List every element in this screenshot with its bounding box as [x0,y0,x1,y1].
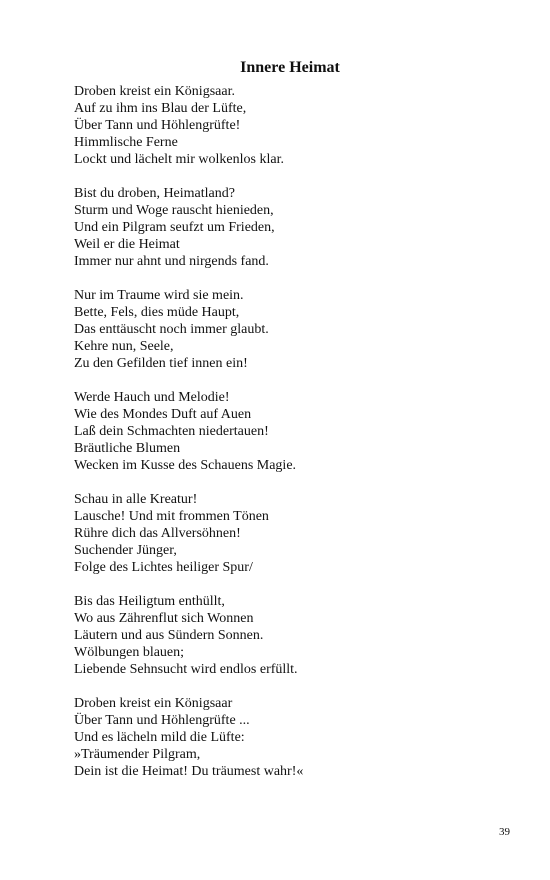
poem-line: Wecken im Kusse des Schauens Magie. [74,458,297,473]
poem-line: Werde Hauch und Melodie! [74,390,230,405]
poem-line: Rühre dich das Allversöhnen! [74,526,241,541]
stanza [74,491,514,576]
page-number: 39 [499,826,510,838]
stanza [74,83,514,168]
poem-line: Wo aus Zährenflut sich Wonnen [74,611,254,626]
poem-line: Immer nur ahnt und nirgends fand. [74,254,269,269]
poem-line: Bräutliche Blumen [74,441,181,456]
poem-title: Innere Heimat [240,59,340,76]
stanza [74,185,514,270]
poem-line: Wie des Mondes Duft auf Auen [74,407,252,422]
poem-line: Folge des Lichtes heiliger Spur/ [74,560,253,575]
poem-line: Himmlische Ferne [74,135,178,150]
poem-line: Liebende Sehnsucht wird endlos erfüllt. [74,662,298,677]
poem-line: Und es lächeln mild die Lüfte: [74,730,245,745]
poem-line: Das enttäuscht noch immer glaubt. [74,322,269,337]
stanza [74,287,514,372]
poem-line: Auf zu ihm ins Blau der Lüfte, [74,101,247,116]
poem-line: Dein ist die Heimat! Du träumest wahr!« [74,764,304,779]
poem-line: »Träumender Pilgram, [74,747,201,762]
poem-line: Sturm und Woge rauscht hienieden, [74,203,274,218]
poem-line: Suchender Jünger, [74,543,177,558]
stanza [74,695,514,780]
poem-line: Weil er die Heimat [74,237,180,252]
poem-line: Bist du droben, Heimatland? [74,186,235,201]
poem-line: Schau in alle Kreatur! [74,492,198,507]
poem-line: Bette, Fels, dies müde Haupt, [74,305,240,320]
poem-line: Läutern und aus Sündern Sonnen. [74,628,264,643]
poem-line: Über Tann und Höhlengrüfte! [74,118,241,133]
poem-line: Wölbungen blauen; [74,645,185,660]
poem-line: Lausche! Und mit frommen Tönen [74,509,269,524]
poem-line: Droben kreist ein Königsaar [74,696,233,711]
poem-line: Über Tann und Höhlengrüfte ... [74,713,250,728]
poem-line: Droben kreist ein Königsaar. [74,84,235,99]
poem-line: Nur im Traume wird sie mein. [74,288,244,303]
poem-line: Laß dein Schmachten niedertauen! [74,424,269,439]
poem-body [74,83,514,797]
poem-line: Lockt und lächelt mir wolkenlos klar. [74,152,284,167]
poem-line: Und ein Pilgram seufzt um Frieden, [74,220,275,235]
stanza [74,389,514,474]
stanza [74,593,514,678]
poem-line: Bis das Heiligtum enthüllt, [74,594,225,609]
poem-line: Zu den Gefilden tief innen ein! [74,356,248,371]
poem-line: Kehre nun, Seele, [74,339,174,354]
